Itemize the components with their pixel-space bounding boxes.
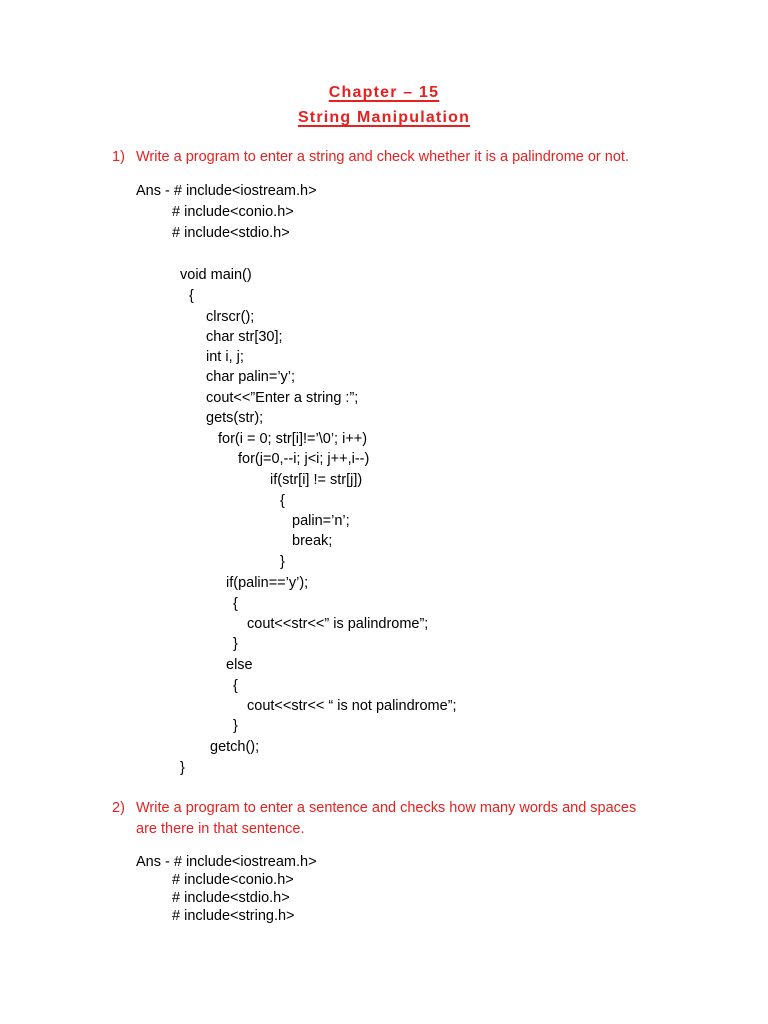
code-line: } bbox=[280, 554, 285, 570]
code-line: { bbox=[233, 596, 238, 612]
code-line: getch(); bbox=[210, 739, 260, 755]
code-line: Ans - # include<iostream.h> bbox=[136, 854, 317, 870]
code-line: break; bbox=[292, 533, 333, 549]
code-line: # include<string.h> bbox=[172, 908, 295, 924]
question-number: 2) bbox=[112, 800, 125, 816]
question-text: are there in that sentence. bbox=[136, 821, 305, 837]
code-line: Ans - # include<iostream.h> bbox=[136, 183, 317, 199]
code-line: { bbox=[280, 493, 285, 509]
code-line: gets(str); bbox=[206, 410, 264, 426]
code-line: # include<conio.h> bbox=[172, 872, 294, 888]
code-line: else bbox=[226, 657, 253, 673]
code-line: if(str[i] != str[j]) bbox=[270, 472, 363, 488]
code-line: # include<conio.h> bbox=[172, 204, 294, 220]
code-line: cout<<str<<” is palindrome”; bbox=[247, 616, 429, 632]
code-line: void main() bbox=[180, 267, 252, 283]
question-text: Write a program to enter a sentence and checks how many words and spaces bbox=[136, 800, 637, 816]
code-line: for(j=0,--i; j<i; j++,i--) bbox=[238, 451, 370, 467]
code-line: # include<stdio.h> bbox=[172, 225, 290, 241]
code-line: char str[30]; bbox=[206, 329, 283, 345]
code-line: for(i = 0; str[i]!=’\0’; i++) bbox=[218, 431, 368, 447]
code-line: # include<stdio.h> bbox=[172, 890, 290, 906]
code-line: clrscr(); bbox=[206, 309, 255, 325]
code-line: char palin=’y’; bbox=[206, 369, 296, 385]
code-line: { bbox=[189, 288, 194, 304]
code-line: } bbox=[180, 760, 185, 776]
code-line: } bbox=[233, 718, 238, 734]
code-line: int i, j; bbox=[206, 349, 244, 365]
question-text: Write a program to enter a string and check whether it is a palindrome or not. bbox=[136, 149, 629, 165]
code-line: cout<<str<< “ is not palindrome”; bbox=[247, 698, 457, 714]
chapter-heading: Chapter – 15 bbox=[328, 84, 440, 101]
chapter-subtitle: String Manipulation bbox=[297, 109, 471, 126]
code-line: palin=’n’; bbox=[292, 513, 350, 529]
code-line: { bbox=[233, 678, 238, 694]
question-number: 1) bbox=[112, 149, 125, 165]
code-line: if(palin==’y’); bbox=[226, 575, 309, 591]
code-line: cout<<”Enter a string :”; bbox=[206, 390, 359, 406]
code-line: } bbox=[233, 636, 238, 652]
